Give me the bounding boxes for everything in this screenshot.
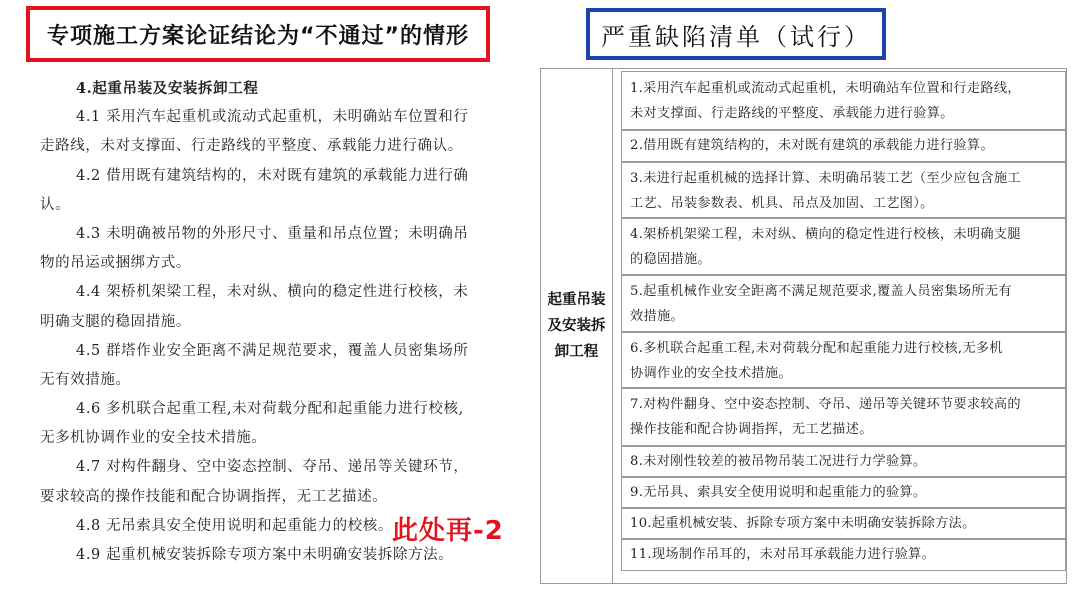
left-document: [40, 74, 530, 570]
defect-table: [540, 68, 1067, 584]
doc-line: 认。: [40, 196, 71, 213]
red-annotation: 此处再-2: [392, 516, 504, 546]
row-text: 8.未对刚性较差的被吊物吊装工况进行力学验算。: [630, 454, 927, 469]
doc-line: 无多机协调作业的安全技术措施。: [40, 430, 267, 447]
doc-line: 无有效措施。: [40, 371, 131, 388]
right-title-box: [586, 8, 886, 60]
row-text: 9.无吊具、索具安全使用说明和起重能力的验算。: [630, 485, 927, 500]
table-row: [621, 161, 1066, 219]
doc-line: 4.3 未明确被吊物的外形尺寸、重量和吊点位置；未明确吊: [76, 225, 469, 242]
table-row: [621, 476, 1066, 509]
row-text: 11.现场制作吊耳的，未对吊耳承载能力进行验算。: [630, 547, 936, 562]
row-text: 6.多机联合起重工程,未对荷载分配和起重能力进行校核,无多机: [630, 341, 1003, 356]
table-row: [621, 445, 1066, 478]
row-text: 效措施。: [630, 309, 684, 324]
row-text: 操作技能和配合协调指挥，无工艺描述。: [630, 422, 873, 437]
doc-line: 要求较高的操作技能和配合协调指挥，无工艺描述。: [40, 488, 388, 505]
table-row: [621, 217, 1066, 276]
table-row: [621, 507, 1066, 540]
doc-line: 走路线，未对支撑面、行走路线的平整度、承载能力进行确认。: [40, 138, 463, 155]
row-text: 未对支撑面、行走路线的平整度、承载能力进行验算。: [630, 106, 954, 121]
doc-line: 4.2 借用既有建筑结构的，未对既有建筑的承载能力进行确: [76, 167, 469, 184]
doc-line: 4.9 起重机械安装拆除专项方案中未明确安装拆除方法。: [76, 547, 454, 563]
row-text: 1.采用汽车起重机或流动式起重机，未明确站车位置和行走路线，: [630, 81, 1021, 96]
doc-line: 4.8 无吊索具安全使用说明和起重能力的校核。: [76, 517, 393, 534]
left-title-box: [26, 6, 490, 62]
row-text: 协调作业的安全技术措施。: [630, 366, 792, 381]
doc-line: 4.4 架桥机架梁工程，未对纵、横向的稳定性进行校核，未: [76, 284, 469, 301]
doc-line: 4.5 群塔作业安全距离不满足规范要求，覆盖人员密集场所: [76, 342, 469, 359]
row-text: 7.对构件翻身、空中姿态控制、夺吊、递吊等关键环节要求较高的: [630, 397, 1021, 412]
doc-line: 4.7 对构件翻身、空中姿态控制、夺吊、递吊等关键环节，: [76, 459, 469, 476]
doc-line: 明确支腿的稳固措施。: [40, 313, 191, 330]
table-row: [621, 387, 1066, 447]
table-row: [621, 331, 1066, 389]
row-text: 5.起重机械作业安全距离不满足规范要求,覆盖人员密集场所无有: [630, 284, 1012, 299]
row-text: 3.未进行起重机械的选择计算、未明确吊装工艺（至少应包含施工: [630, 171, 1021, 186]
row-text: 10.起重机械安装、拆除专项方案中未明确安装拆除方法。: [630, 516, 976, 531]
left-title: 专项施工方案论证结论为“不通过”的情形: [47, 23, 469, 49]
row-text: 2.借用既有建筑结构的，未对既有建筑的承载能力进行验算。: [630, 138, 994, 153]
table-row: [621, 129, 1066, 163]
doc-line: 物的吊运或捆绑方式。: [40, 255, 191, 272]
category-cell: [541, 69, 613, 583]
right-title: 严重缺陷清单（试行）: [601, 22, 871, 51]
category-label: 起重吊装及安装拆卸工程: [547, 292, 606, 360]
table-row: [621, 274, 1066, 333]
doc-line: 4.1 采用汽车起重机或流动式起重机，未明确站车位置和行: [76, 109, 469, 126]
row-text: 的稳固措施。: [630, 252, 711, 267]
table-row: [621, 538, 1066, 571]
row-text: 4.架桥机架梁工程，未对纵、横向的稳定性进行校核，未明确支腿: [630, 227, 1021, 242]
row-text: 工艺、吊装参数表、机具、吊点及加固、工艺图）。: [630, 196, 934, 211]
section-heading: 4.起重吊装及安装拆卸工程: [76, 80, 259, 97]
table-row: [621, 71, 1066, 131]
doc-line: 4.6 多机联合起重工程,未对荷载分配和起重能力进行校核,: [76, 401, 464, 418]
